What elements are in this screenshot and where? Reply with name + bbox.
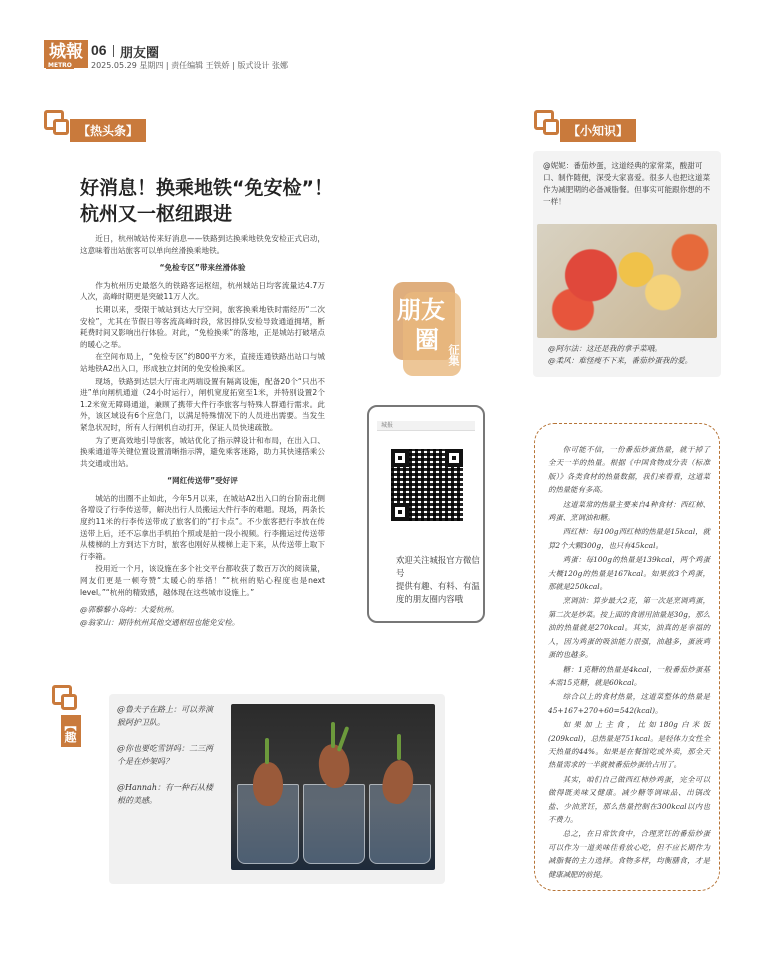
note-paragraph: 这道菜常的热量主要来自4种食材：西红柿、鸡蛋、烹调油和糖。: [548, 499, 710, 523]
tag-knowledge: [534, 105, 636, 142]
tag-daily-label: 【趣日常】: [61, 715, 81, 747]
article-paragraph: 投用近一个月，该设施在多个社交平台都收获了数百万次的阅读量，网友们更是一顿夸赞“太暖心的举措！”“杭州的贴心程度也是next level。”“杭州的精致感，越体现在这些城市设施上。”: [80, 564, 325, 597]
reader-comment: @翁家山：期待杭州其他交通枢纽也能免安检。: [80, 617, 240, 627]
tag-squares-icon: [52, 685, 80, 713]
reader-comment: @鲁夫子在路上：可以养演猴阿护卫队。: [117, 705, 213, 727]
dateline: 2025.05.29 星期四 | 责任编辑 王铁娇 | 版式设计 张娜: [91, 61, 288, 70]
emblem-text: 征集: [447, 344, 460, 366]
tag-headline: [44, 105, 146, 142]
note-paragraph: 总之，在日常饮食中，合理烹饪的番茄炒蛋可以作为一道美味佳肴放心吃，但不应长期作为减脂餐的主力选择。食物多样，均衡膳食，才是健康减肥的前提。: [548, 829, 710, 879]
note-paragraph: 如果加上主食，比如180g白米饭(209kcal)，总热量是751kcal。是轻体力女性全天热量的44%。如果是在餐馆吃或外卖，那全天热量需求的一半就被番茄炒蛋给占用了。: [548, 720, 710, 770]
header-divider: [113, 45, 114, 57]
article-body: [80, 233, 325, 629]
note-paragraph: 西红柿：每100g西红柿的热量是15kcal，就算2个大颗300g，也只有45kcal。: [548, 527, 710, 550]
note-paragraph: 糖：1克糖的热量是4kcal，一般番茄炒蛋基本需15克糖，就是60kcal。: [548, 664, 710, 687]
article-subheading: “网红传送带”受好评: [167, 476, 238, 486]
knowledge-comments: [548, 343, 718, 367]
article-subheading: “免检专区”带来丝滑体验: [159, 263, 246, 273]
reader-comment: @柔风：难怪瘦不下来，番茄炒蛋我的爱。: [548, 356, 693, 365]
reader-comment: @Hannah：有一种石从楼根的美感。: [117, 783, 213, 805]
article-paragraph: 长期以来，受限于城站到达大厅空间，旅客换乘地铁时需经历“二次安检”，尤其在节假日等客流高峰时段，常因排队安检导致通道拥堵，断耗费时间又影响出行体验。对此，“免检换乘”的落地，正是城站打破堵点的暖心之举。: [80, 304, 325, 349]
emblem-text: 朋友: [397, 296, 445, 324]
tag-headline-label: 【热头条】: [70, 119, 146, 142]
article-paragraph: 现场，铁路到达层大厅南北两端设置有隔离设施，配备20个“只出不进”单向闸机通道（24小时运行），闸机宽度拓宽至1米，并特别设置2个1.2米宽无障碍通道，兼顾了携带大件行李旅客与特殊人群通行需求。此外，该区域设有6个应急门，以满足特殊情况下的人员进出需要。当发生紧急状况时，所有人行闸机自动打开，保证人员快速疏散。: [80, 376, 325, 432]
page-number: 06: [91, 42, 107, 58]
reader-comment: @你也要吃雪饼吗：二三两个是在炒架吗？: [117, 744, 213, 766]
note-paragraph: 其实，咱们自己做西红柿炒鸡蛋，完全可以做得既美味又健康。减少糖等调味品、出锅改盐、少油烹饪，那么热量控制在300kcal以内也不费力。: [548, 774, 710, 824]
knowledge-intro: @妮妮：番茄炒蛋，这道经典的家常菜，酸甜可口、制作随便，深受大家喜爱。很多人也把这道菜作为减肥期的必备减脂餐。但事实可能跟你想的不一样！: [543, 161, 711, 206]
logo-subtitle: METRO: [48, 62, 72, 69]
qr-code-icon[interactable]: [391, 449, 463, 521]
headline-line-2: 杭州又一枢纽跟进: [80, 203, 233, 225]
nutrition-note-text: [548, 443, 710, 882]
phone-app-bar: 城报: [377, 421, 475, 431]
friends-circle-emblem: [393, 282, 465, 394]
article-paragraph: 在空间布局上，“免检专区”约800平方米，直接连通铁路出站口与城站地铁A2出入口，形成独立封闭的免安检换乘区。: [80, 352, 325, 373]
reader-comment: @郭藜藜小岛屿：大爱杭州。: [80, 605, 179, 615]
tomato-egg-photo: [537, 224, 717, 338]
note-paragraph: 烹调油：算步最大2克，第一次是烹调鸡蛋，第二次是炒菜。按上面的食谱用油量是30g，那么油的热量就是270kcal。其实，油真的是幸福的人，因为鸡蛋的吸油能力很强，油越多，蛋液鸡蛋的也越多。: [548, 596, 710, 660]
article-paragraph: 为了更高效地引导旅客，城站优化了指示牌设计和布局，在出入口、换乘通道等关键位置设置清晰指示牌，避免乘客迷路，助力其快速搭乘公共交通或出站。: [80, 435, 325, 468]
note-paragraph: 你可能不信，一份番茄炒蛋热量，就干掉了全天一半的热量。根据《中国食物成分表（标准版）》各类食材的热量数据，我们来看看，这道菜的热量能有多高。: [548, 445, 710, 495]
article-paragraph: 作为杭州历史最悠久的铁路客运枢纽，杭州城站日均客流量达4.7万人次，高峰时期更是突破11万人次。: [80, 280, 325, 302]
note-paragraph: 鸡蛋：每100g的热量是139kcal，两个鸡蛋大概120g的热量是167kcal。如果放3个鸡蛋，那就是250kcal。: [548, 555, 710, 592]
reader-comment: @阿尔法：这还是我的拿手菜哦。: [548, 344, 662, 353]
section-name: 朋友圈: [120, 46, 160, 61]
headline-line-1: 好消息！换乘地铁“免安检”！: [80, 177, 333, 199]
emblem-text: 圈: [415, 326, 439, 354]
follow-text: 欢迎关注城报官方微信号: [396, 555, 480, 578]
tag-squares-icon: [44, 110, 72, 138]
tag-knowledge-label: 【小知识】: [560, 119, 636, 142]
follow-text-2: 提供有趣、有料、有温度的朋友圈内容哦: [396, 581, 480, 604]
daily-comments: [117, 704, 213, 821]
logo: 城報: [44, 40, 88, 68]
sweet-potato-sprouts-photo: [231, 704, 435, 870]
follow-prompt: [376, 554, 488, 606]
article-headline: [80, 175, 360, 227]
tag-squares-icon: [534, 110, 562, 138]
article-paragraph: 近日，杭州城站传来好消息——铁路到达换乘地铁免安检正式启动，这意味着出站旅客可以单向丝滑换乘地铁。: [80, 234, 325, 255]
article-paragraph: 城站的出圈不止如此，今年5月以来，在城站A2出入口的台阶南北侧各增设了行李传送带，解决出行人员搬运大件行李的难题。现场，两条长度约11米的行李传送带成了旅客们的“打卡点”。不少旅客把行李放在传送带上后，还不忘拿出手机拍个照或是拍一段小视频。行李搬运过传送带从楼梯的上方到达下方时，旅客也刚好从楼梯上走下来，从传送带上取下行李箱。: [80, 493, 325, 561]
note-paragraph: 综合以上的食材热量，这道菜整体的热量是45+167+270+60=542(kcal)。: [548, 692, 710, 715]
